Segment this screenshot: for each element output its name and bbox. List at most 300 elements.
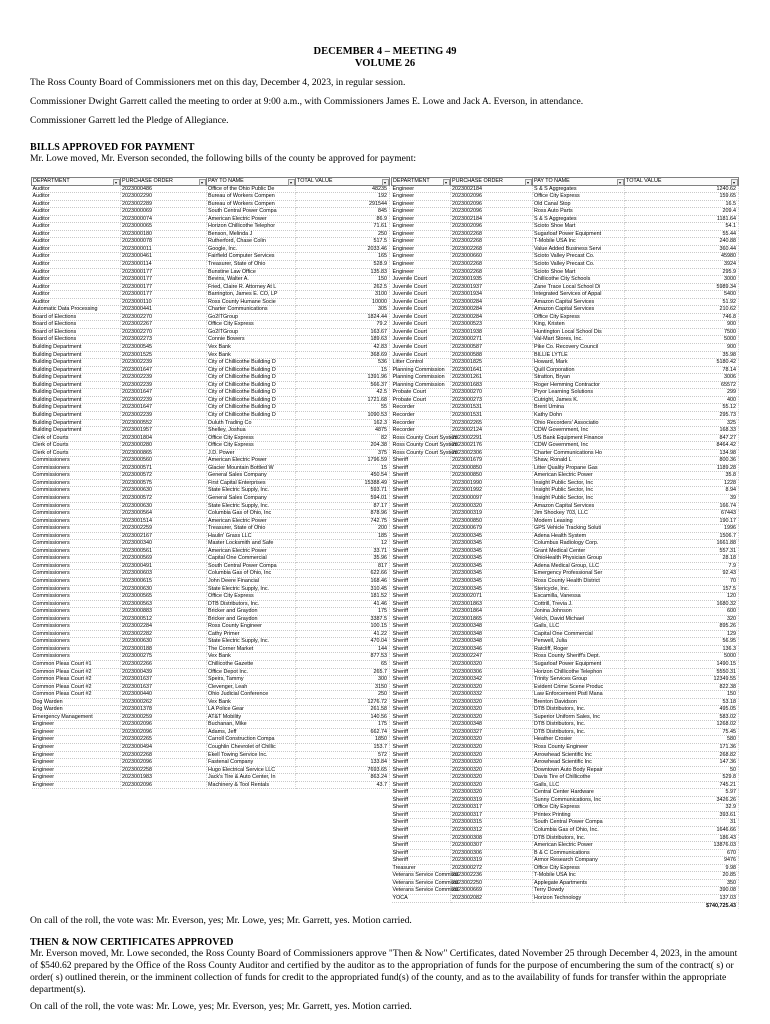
cell-purchase-order: 2023002268 bbox=[121, 751, 207, 759]
cell-pay-to-name: Master Locksmith and Safe bbox=[207, 540, 296, 548]
table-row bbox=[392, 638, 739, 646]
cell-pay-to-name: Horizon Chillicothe Telephor bbox=[207, 223, 296, 231]
cell-pay-to-name: John Deere Financial bbox=[207, 577, 296, 585]
table-row bbox=[32, 713, 390, 721]
cell-department: Sheriff bbox=[392, 857, 451, 865]
table-row bbox=[32, 253, 390, 261]
table-row bbox=[32, 676, 390, 684]
cell-purchase-order: 2023002096 bbox=[451, 200, 533, 208]
cell-pay-to-name: Horizon Chillicothe Telephon bbox=[533, 668, 625, 676]
cell-pay-to-name: Glacier Mountain Bottled W bbox=[207, 464, 296, 472]
intro-call-to-order: Commissioner Dwight Garrett called the meeting to order at 9:00 a.m., with Commissioners James E. Lowe and Jack A. Everson, in attendance. bbox=[30, 96, 584, 107]
cell-department: Commissioners bbox=[32, 615, 121, 623]
cell-purchase-order: 2023000284 bbox=[451, 306, 533, 314]
cell-department: Sheriff bbox=[392, 728, 451, 736]
cell-pay-to-name: Sugarloaf Power Equipment bbox=[533, 230, 625, 238]
bills-table-right bbox=[391, 177, 739, 909]
cell-purchase-order: 2023000110 bbox=[121, 298, 207, 306]
table-row bbox=[32, 336, 390, 344]
table-row bbox=[32, 615, 390, 623]
cell-purchase-order: 2023000346 bbox=[451, 645, 533, 653]
table-row bbox=[32, 547, 390, 555]
cell-purchase-order: 2023002291 bbox=[451, 434, 533, 442]
table-row bbox=[392, 261, 739, 269]
cell-department: Juvenile Court bbox=[392, 328, 451, 336]
cell-total-value: 168.46 bbox=[296, 577, 390, 585]
cell-pay-to-name: Capital One Commercial bbox=[207, 555, 296, 563]
table-row bbox=[32, 517, 390, 525]
table-row bbox=[32, 328, 390, 336]
cell-pay-to-name: Office City Express bbox=[533, 804, 625, 812]
cell-purchase-order: 2023000345 bbox=[451, 570, 533, 578]
cell-department: Auditor bbox=[32, 200, 121, 208]
cell-department: Juvenile Court bbox=[392, 298, 451, 306]
cell-total-value: 847.27 bbox=[625, 434, 739, 442]
cell-pay-to-name: Clevenger, Leah bbox=[207, 683, 296, 691]
cell-pay-to-name: Office City Express bbox=[533, 313, 625, 321]
table-row bbox=[32, 464, 390, 472]
cell-department: Sheriff bbox=[392, 494, 451, 502]
cell-department: Commissioners bbox=[32, 555, 121, 563]
cell-total-value: 580 bbox=[625, 736, 739, 744]
table-row bbox=[392, 268, 739, 276]
cell-purchase-order: 2023000332 bbox=[451, 691, 533, 699]
cell-total-value: 133.84 bbox=[296, 759, 390, 767]
cell-total-value: 50 bbox=[625, 766, 739, 774]
cell-purchase-order: 2023000306 bbox=[451, 668, 533, 676]
cell-department: Veterans Service Commissi bbox=[392, 879, 459, 886]
cell-department: Sheriff bbox=[392, 781, 451, 789]
cell-pay-to-name: Adena Medical Group, LLC bbox=[533, 562, 625, 570]
cell-purchase-order: 2023002184 bbox=[451, 185, 533, 193]
cell-purchase-order: 2023000320 bbox=[451, 789, 533, 797]
cell-pay-to-name: Treasurer, State of Ohio bbox=[207, 525, 296, 533]
table-row bbox=[32, 479, 390, 487]
cell-total-value: 265.7 bbox=[296, 668, 390, 676]
cell-pay-to-name: Scioto Valley Precast Co. bbox=[533, 253, 625, 261]
cell-department: Commissioners bbox=[32, 547, 121, 555]
roll-call-2: On call of the roll, the vote was: Mr. Lowe, yes; Mr. Everson, yes; Mr. Garrett, yes. Motion carried. bbox=[30, 1001, 412, 1012]
cell-pay-to-name: Insight Public Sector, Inc bbox=[533, 494, 625, 502]
cell-department: Recorder bbox=[392, 411, 451, 419]
cell-department: Sheriff bbox=[392, 706, 451, 714]
cell-pay-to-name: Pike Co. Recovery Council bbox=[533, 344, 625, 352]
table-row bbox=[32, 487, 390, 495]
cell-total-value: 181.52 bbox=[296, 593, 390, 601]
cell-total-value: 817 bbox=[296, 562, 390, 570]
cell-department: Commissioners bbox=[32, 494, 121, 502]
cell-pay-to-name: City of Chillicothe Building D bbox=[207, 366, 296, 374]
cell-pay-to-name: City of Chillicothe Building D bbox=[207, 374, 296, 382]
cell-total-value: 1850 bbox=[296, 736, 390, 744]
cell-purchase-order: 2023000180 bbox=[121, 230, 207, 238]
cell-department: Sheriff bbox=[392, 691, 451, 699]
filter-dropdown-icon[interactable]: ▾ bbox=[382, 179, 389, 186]
cell-total-value: 192 bbox=[296, 193, 390, 201]
cell-total-value: 31 bbox=[625, 819, 739, 827]
table-row bbox=[392, 577, 739, 585]
cell-pay-to-name: Penwell, Julia bbox=[533, 638, 625, 646]
cell-total-value: 268.82 bbox=[625, 751, 739, 759]
table-row bbox=[392, 645, 739, 653]
table-row bbox=[392, 479, 739, 487]
cell-department: Dog Warden bbox=[32, 706, 121, 714]
cell-purchase-order: 2023000320 bbox=[451, 774, 533, 782]
cell-purchase-order: 2023000441 bbox=[121, 306, 207, 314]
cell-department: Sheriff bbox=[392, 676, 451, 684]
cell-department: Sheriff bbox=[392, 834, 451, 842]
cell-pay-to-name: Ross County Humane Socie bbox=[207, 298, 296, 306]
filter-dropdown-icon[interactable]: ▾ bbox=[731, 179, 738, 186]
table-row bbox=[392, 411, 739, 419]
table-row bbox=[392, 759, 739, 767]
cell-total-value: 450.54 bbox=[296, 472, 390, 480]
cell-purchase-order: 2023000439 bbox=[121, 668, 207, 676]
table-row bbox=[392, 276, 739, 284]
cell-pay-to-name: Ross Auto Parts bbox=[533, 208, 625, 216]
cell-purchase-order: 2023000011 bbox=[121, 245, 207, 253]
cell-pay-to-name: Coughlin Chevrolet of Chillic bbox=[207, 744, 296, 752]
cell-pay-to-name: Val-Mart Stores, Inc. bbox=[533, 336, 625, 344]
table-row bbox=[392, 449, 739, 457]
cell-pay-to-name: Amazon Capital Services bbox=[533, 502, 625, 510]
cell-department: Commissioners bbox=[32, 608, 121, 616]
cell-total-value: 3000 bbox=[625, 276, 739, 284]
cell-purchase-order: 2023002289 bbox=[121, 200, 207, 208]
filter-dropdown-icon[interactable]: ▾ bbox=[525, 179, 532, 186]
bills-table-left bbox=[31, 177, 390, 789]
cell-pay-to-name: Galls, LLC bbox=[533, 781, 625, 789]
column-header-label: PAY TO NAME bbox=[208, 178, 244, 184]
cell-total-value: 137.03 bbox=[625, 894, 739, 902]
cell-pay-to-name: American Electric Power bbox=[207, 215, 296, 223]
table-row bbox=[392, 389, 739, 397]
cell-purchase-order: 2023002270 bbox=[121, 328, 207, 336]
cell-purchase-order: 2023000188 bbox=[121, 645, 207, 653]
cell-total-value: 8464.42 bbox=[625, 442, 739, 450]
table-row bbox=[32, 306, 390, 314]
cell-total-value: 900 bbox=[625, 344, 739, 352]
cell-pay-to-name: Columbia Gas of Ohio, Inc bbox=[207, 510, 296, 518]
cell-pay-to-name: Value Added Business Servi bbox=[533, 245, 625, 253]
cell-department: Juvenile Court bbox=[392, 321, 451, 329]
cell-purchase-order: 2023001865 bbox=[451, 615, 533, 623]
cell-total-value: 13876.03 bbox=[625, 842, 739, 850]
cell-pay-to-name: Bricker and Graydon bbox=[207, 615, 296, 623]
table-row bbox=[32, 238, 390, 246]
cell-pay-to-name: Rutherford, Chase Colin bbox=[207, 238, 296, 246]
cell-pay-to-name: Ross County Engineer bbox=[207, 623, 296, 631]
cell-purchase-order: 2023002096 bbox=[121, 781, 207, 789]
table-row bbox=[32, 494, 390, 502]
table-row bbox=[392, 834, 739, 842]
cell-purchase-order: 2023000097 bbox=[451, 494, 533, 502]
cell-pay-to-name: T-Mobile USA Inc bbox=[533, 872, 625, 880]
cell-purchase-order: 2023002239 bbox=[121, 359, 207, 367]
cell-purchase-order: 2023000850 bbox=[451, 472, 533, 480]
cell-purchase-order: 2023002270 bbox=[121, 313, 207, 321]
cell-pay-to-name: Sunny Communications, Inc bbox=[533, 796, 625, 804]
filter-dropdown-icon[interactable]: ▾ bbox=[288, 179, 295, 186]
cell-purchase-order: 2023000319 bbox=[451, 510, 533, 518]
cell-total-value: 147.36 bbox=[625, 759, 739, 767]
filter-dropdown-icon[interactable]: ▾ bbox=[617, 179, 624, 186]
cell-department: Auditor bbox=[32, 215, 121, 223]
cell-purchase-order: 2023002176 bbox=[451, 442, 533, 450]
cell-total-value: 1228 bbox=[625, 479, 739, 487]
filter-dropdown-icon[interactable]: ▾ bbox=[199, 179, 206, 186]
cell-department: Commissioners bbox=[32, 525, 121, 533]
cell-total-value: 1268.02 bbox=[625, 721, 739, 729]
cell-total-value: 42.5 bbox=[296, 389, 390, 397]
table-row bbox=[392, 193, 739, 201]
table-row bbox=[392, 328, 739, 336]
column-header-department bbox=[32, 178, 121, 186]
filter-dropdown-icon[interactable]: ▾ bbox=[443, 179, 450, 186]
cell-department: Probate Court bbox=[392, 396, 451, 404]
cell-purchase-order: 2023000588 bbox=[451, 351, 533, 359]
cell-purchase-order: 2023000345 bbox=[451, 562, 533, 570]
cell-department: YOCA bbox=[392, 894, 451, 902]
cell-pay-to-name: Bureau of Workers Compen bbox=[207, 200, 296, 208]
table-row bbox=[32, 781, 390, 789]
cell-total-value: 305 bbox=[296, 306, 390, 314]
cell-pay-to-name: The Corner Market bbox=[207, 645, 296, 653]
cell-department: Juvenile Court bbox=[392, 283, 451, 291]
cell-pay-to-name: Jack's Tire & Auto Center, In bbox=[207, 774, 296, 782]
cell-pay-to-name: Roger Hemming Contractor bbox=[533, 381, 625, 389]
cell-total-value: 3150 bbox=[296, 683, 390, 691]
table-row bbox=[392, 819, 739, 827]
table-row bbox=[392, 298, 739, 306]
cell-total-value: 495.05 bbox=[625, 706, 739, 714]
table-row bbox=[392, 766, 739, 774]
cell-purchase-order: 2023001531 bbox=[451, 404, 533, 412]
column-header-label: DEPARTMENT bbox=[393, 178, 430, 184]
cell-total-value: 10000 bbox=[296, 298, 390, 306]
cell-pay-to-name: Brent Umina bbox=[533, 404, 625, 412]
cell-pay-to-name: City of Chillicothe Building D bbox=[207, 359, 296, 367]
cell-purchase-order: 2023002258 bbox=[121, 766, 207, 774]
cell-purchase-order: 2023000572 bbox=[121, 472, 207, 480]
filter-dropdown-icon[interactable]: ▾ bbox=[113, 179, 120, 186]
cell-department: Engineer bbox=[392, 238, 451, 246]
cell-purchase-order: 2023000491 bbox=[121, 562, 207, 570]
cell-total-value: 594.01 bbox=[296, 494, 390, 502]
table-row bbox=[392, 593, 739, 601]
cell-pay-to-name: Bricker and Graydon bbox=[207, 608, 296, 616]
cell-pay-to-name: Shaw, Ronald L bbox=[533, 457, 625, 465]
cell-purchase-order: 2023002096 bbox=[451, 193, 533, 201]
cell-total-value: 5000 bbox=[625, 653, 739, 661]
cell-purchase-order: 2023000340 bbox=[121, 540, 207, 548]
cell-department: Commissioners bbox=[32, 585, 121, 593]
cell-total-value: 250 bbox=[296, 691, 390, 699]
cell-pay-to-name: Charter Communications Ho bbox=[533, 449, 625, 457]
cell-department: Sheriff bbox=[392, 457, 451, 465]
cell-pay-to-name: Shelley, Joshua bbox=[207, 427, 296, 435]
table-row bbox=[32, 706, 390, 714]
table-row bbox=[392, 713, 739, 721]
cell-total-value: 65 bbox=[296, 661, 390, 669]
cell-department: Sheriff bbox=[392, 540, 451, 548]
cell-department: Sheriff bbox=[392, 487, 451, 495]
intro-session: The Ross County Board of Commissioners met on this day, December 4, 2023, in regular session. bbox=[30, 77, 406, 88]
cell-total-value: 54.1 bbox=[625, 223, 739, 231]
table-row bbox=[32, 721, 390, 729]
table-row bbox=[392, 366, 739, 374]
cell-pay-to-name: Bunstine Law Office bbox=[207, 268, 296, 276]
cell-pay-to-name: Insight Public Sector, Inc bbox=[533, 479, 625, 487]
cell-purchase-order: 2023001934 bbox=[451, 291, 533, 299]
column-header-label: PURCHASE ORDER bbox=[452, 178, 503, 184]
cell-total-value: 900 bbox=[625, 321, 739, 329]
cell-pay-to-name: Treasurer, State of Ohio bbox=[207, 261, 296, 269]
table-row bbox=[32, 396, 390, 404]
cell-total-value: 295.73 bbox=[625, 411, 739, 419]
cell-pay-to-name: Stericycle, Inc. bbox=[533, 585, 625, 593]
cell-pay-to-name: Litter Quality Propane Gas bbox=[533, 464, 625, 472]
cell-department: Ross County Court System bbox=[392, 449, 458, 456]
cell-total-value: 845 bbox=[296, 208, 390, 216]
table-row bbox=[32, 457, 390, 465]
cell-department: Commissioners bbox=[32, 510, 121, 518]
cell-pay-to-name: King, Kristen bbox=[533, 321, 625, 329]
table-row bbox=[32, 404, 390, 412]
cell-purchase-order: 2023002268 bbox=[451, 245, 533, 253]
cell-purchase-order: 2023000865 bbox=[121, 449, 207, 457]
cell-department: Planning Commission bbox=[392, 366, 451, 374]
cell-total-value: 20.85 bbox=[625, 872, 739, 880]
cell-department: Building Department bbox=[32, 351, 121, 359]
cell-department: Common Pleas Court #2 bbox=[32, 691, 121, 699]
cell-purchase-order: 2023001825 bbox=[451, 359, 533, 367]
cell-department: Auditor bbox=[32, 208, 121, 216]
cell-department: Engineer bbox=[392, 223, 451, 231]
table-row bbox=[32, 442, 390, 450]
cell-total-value: 28.18 bbox=[625, 555, 739, 563]
cell-total-value: 204.38 bbox=[296, 442, 390, 450]
cell-department: Building Department bbox=[32, 344, 121, 352]
cell-total-value: 745.21 bbox=[625, 781, 739, 789]
table-row bbox=[392, 653, 739, 661]
cell-total-value: 92.43 bbox=[625, 570, 739, 578]
cell-pay-to-name: Google, Inc. bbox=[207, 245, 296, 253]
cell-purchase-order: 2023000320 bbox=[451, 736, 533, 744]
cell-pay-to-name: Stratton, Bryan bbox=[533, 374, 625, 382]
cell-purchase-order: 2023000850 bbox=[451, 517, 533, 525]
cell-pay-to-name: Office City Express bbox=[533, 193, 625, 201]
cell-department: Automatic Data Processing bbox=[32, 306, 121, 314]
table-row bbox=[32, 698, 390, 706]
cell-purchase-order: 2023001679 bbox=[451, 457, 533, 465]
cell-purchase-order: 2023002273 bbox=[121, 336, 207, 344]
cell-department: Sheriff bbox=[392, 713, 451, 721]
cell-purchase-order: 2023000262 bbox=[121, 698, 207, 706]
cell-department: Engineer bbox=[32, 781, 121, 789]
table-row bbox=[32, 359, 390, 367]
table-row bbox=[392, 615, 739, 623]
table-row bbox=[32, 759, 390, 767]
cell-purchase-order: 2023002265 bbox=[451, 419, 533, 427]
cell-purchase-order: 2023000320 bbox=[451, 706, 533, 714]
cell-department: Sheriff bbox=[392, 570, 451, 578]
cell-pay-to-name: Speirs, Tammy bbox=[207, 676, 296, 684]
cell-purchase-order: 2023000177 bbox=[121, 283, 207, 291]
cell-purchase-order: 2023000317 bbox=[451, 804, 533, 812]
cell-department: Building Department bbox=[32, 359, 121, 367]
cell-pay-to-name: Integrated Services of Appal bbox=[533, 291, 625, 299]
cell-total-value: 186.43 bbox=[625, 834, 739, 842]
cell-total-value: 185 bbox=[296, 532, 390, 540]
cell-purchase-order: 2023002268 bbox=[451, 261, 533, 269]
table-row bbox=[392, 494, 739, 502]
table-row bbox=[392, 683, 739, 691]
cell-department: Sheriff bbox=[392, 608, 451, 616]
cell-purchase-order: 2023000273 bbox=[451, 396, 533, 404]
cell-department: Commissioners bbox=[32, 457, 121, 465]
cell-pay-to-name: Huntington Local School Dis bbox=[533, 328, 625, 336]
table-row bbox=[32, 208, 390, 216]
cell-purchase-order: 2023000630 bbox=[121, 585, 207, 593]
cell-pay-to-name: Jim Shockey 703, LLC bbox=[533, 510, 625, 518]
cell-purchase-order: 2023002268 bbox=[451, 268, 533, 276]
cell-total-value: 5400 bbox=[625, 291, 739, 299]
cell-purchase-order: 2023002290 bbox=[121, 193, 207, 201]
cell-pay-to-name: Scioto Valley Precast Co. bbox=[533, 261, 625, 269]
cell-department: Sheriff bbox=[392, 645, 451, 653]
cell-pay-to-name: Office Depot Inc. bbox=[207, 668, 296, 676]
cell-pay-to-name: Capital One Commercial bbox=[533, 630, 625, 638]
cell-pay-to-name: Cutright, James K. bbox=[533, 396, 625, 404]
cell-department: Treasurer bbox=[392, 864, 451, 872]
cell-purchase-order: 2023002071 bbox=[451, 593, 533, 601]
cell-total-value: 557.31 bbox=[625, 547, 739, 555]
cell-department: Juvenile Court bbox=[392, 313, 451, 321]
table-row bbox=[392, 351, 739, 359]
cell-total-value: 368.69 bbox=[296, 351, 390, 359]
cell-pay-to-name: General Sales Company bbox=[207, 472, 296, 480]
cell-pay-to-name: DTB Distributors, Inc. bbox=[533, 706, 625, 714]
cell-purchase-order: 2023000280 bbox=[121, 442, 207, 450]
cell-pay-to-name: Adena Health System bbox=[533, 532, 625, 540]
table-row bbox=[392, 344, 739, 352]
cell-purchase-order: 2023000345 bbox=[451, 555, 533, 563]
cell-purchase-order: 2023002247 bbox=[451, 653, 533, 661]
cell-total-value: 35.8 bbox=[625, 472, 739, 480]
cell-total-value: 78.14 bbox=[625, 366, 739, 374]
table-row bbox=[32, 577, 390, 585]
cell-department: Sheriff bbox=[392, 668, 451, 676]
cell-total-value: 7500 bbox=[625, 328, 739, 336]
table-row bbox=[32, 245, 390, 253]
cell-total-value: 53.18 bbox=[625, 698, 739, 706]
cell-total-value: 56.95 bbox=[625, 638, 739, 646]
cell-pay-to-name: Barrington, James E. CO, LP bbox=[207, 291, 296, 299]
cell-department: Auditor bbox=[32, 253, 121, 261]
cell-purchase-order: 2023000552 bbox=[121, 419, 207, 427]
cell-total-value: 4875 bbox=[296, 427, 390, 435]
table-row bbox=[32, 608, 390, 616]
cell-pay-to-name: B & C Communications bbox=[533, 849, 625, 857]
cell-total-value: 863.24 bbox=[296, 774, 390, 782]
cell-purchase-order: 2023000177 bbox=[121, 276, 207, 284]
cell-department: Engineer bbox=[392, 185, 451, 193]
cell-total-value: 5180.42 bbox=[625, 359, 739, 367]
cell-total-value: 163.67 bbox=[296, 328, 390, 336]
table-row bbox=[392, 796, 739, 804]
cell-total-value: 168.33 bbox=[625, 427, 739, 435]
